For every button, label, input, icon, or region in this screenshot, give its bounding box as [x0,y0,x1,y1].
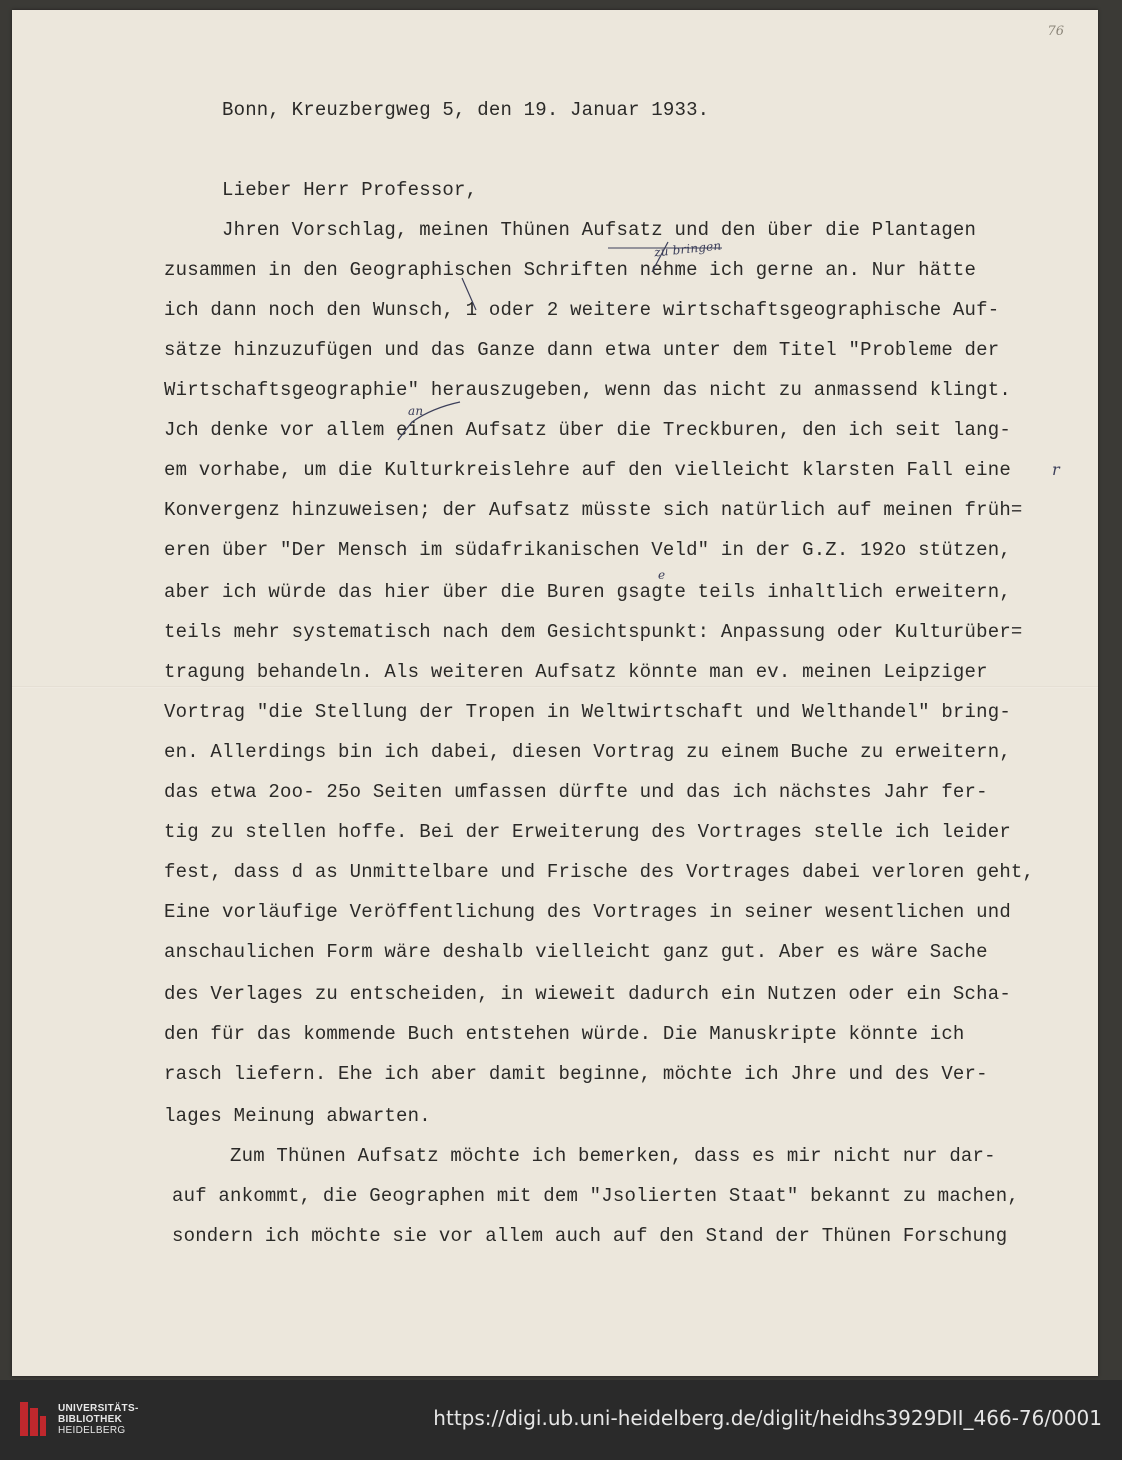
text-line: zusammen in den Geographischen Schriften nehme ich gerne an. Nur hätte [164,259,977,281]
text-line: auf ankommt, die Geographen mit dem "Jsolierten Staat" bekannt zu machen, [172,1185,1019,1207]
text-line: anschaulichen Form wäre deshalb vielleicht ganz gut. Aber es wäre Sache [164,941,988,963]
text-line: den für das kommende Buch entstehen würde. Die Manuskripte könnte ich [164,1023,965,1045]
viewer-footer [0,1380,1122,1460]
text-line: Konvergenz hinzuweisen; der Aufsatz müsste sich natürlich auf meinen früh= [164,499,1023,521]
text-line: das etwa 2oo- 25o Seiten umfassen dürfte und das ich nächstes Jahr fer- [164,781,988,803]
handwritten-insertion: e [658,568,666,582]
library-logo-icon [16,1398,50,1440]
text-line: ich dann noch den Wunsch, 1 oder 2 weitere wirtschaftsgeographische Auf- [164,299,1000,321]
library-logo [16,1398,139,1440]
text-line: Jhren Vorschlag, meinen Thünen Aufsatz und den über die Plantagen [222,219,977,241]
text-line: em vorhabe, um die Kulturkreislehre auf den vielleicht klarsten Fall eine [164,459,1011,481]
salutation: Lieber Herr Professor, [222,179,478,201]
handwritten-insertion: zu bringen [653,238,722,260]
logo-line: HEIDELBERG [58,1424,126,1436]
text-line: Zum Thünen Aufsatz möchte ich bemerken, dass es mir nicht nur dar- [230,1145,996,1167]
text-line: eren über "Der Mensch im südafrikanischen Veld" in der G.Z. 192o stützen, [164,539,1011,561]
handwritten-insertion: an [408,404,424,418]
logo-line: BIBLIOTHEK [58,1413,123,1425]
text-line: aber ich würde das hier über die Buren gsagte teils inhaltlich erweitern, [164,581,1011,603]
handwritten-insertion: r [1052,460,1060,479]
text-line: rasch liefern. Ehe ich aber damit beginne, möchte ich Jhre und des Ver- [164,1063,988,1085]
library-logo-text [58,1403,139,1436]
text-line: en. Allerdings bin ich dabei, diesen Vortrag zu einem Buche zu erweitern, [164,741,1011,763]
text-line: Vortrag "die Stellung der Tropen in Weltwirtschaft und Welthandel" bring- [164,701,1011,723]
letter-heading: Bonn, Kreuzbergweg 5, den 19. Januar 1933. [222,99,710,121]
text-line: sondern ich möchte sie vor allem auch auf den Stand der Thünen Forschung [172,1225,1008,1247]
letter-page [12,10,1098,1376]
text-line: sätze hinzuzufügen und das Ganze dann etwa unter dem Titel "Probleme der [164,339,1000,361]
text-line: Jch denke vor allem einen Aufsatz über die Treckburen, den ich seit lang- [164,419,1011,441]
logo-line: UNIVERSITÄTS- [58,1402,139,1414]
text-line: tig zu stellen hoffe. Bei der Erweiterung des Vortrages stelle ich leider [164,821,1011,843]
text-line: Wirtschaftsgeographie" herauszugeben, wenn das nicht zu anmassend klingt. [164,379,1011,401]
text-line: lages Meinung abwarten. [164,1105,431,1127]
permalink-url[interactable]: https://digi.ub.uni-heidelberg.de/diglit/heidhs3929DII_466-76/0001 [433,1406,1102,1430]
text-line: Eine vorläufige Veröffentlichung des Vortrages in seiner wesentlichen und [164,901,1011,923]
page-number-mark: 76 [1047,24,1064,39]
text-line: teils mehr systematisch nach dem Gesichtspunkt: Anpassung oder Kulturüber= [164,621,1023,643]
text-line: des Verlages zu entscheiden, in wieweit dadurch ein Nutzen oder ein Scha- [164,983,1011,1005]
handwritten-marks [12,10,1098,1376]
text-line: fest, dass d as Unmittelbare und Frische des Vortrages dabei verloren geht, [164,861,1035,883]
text-line: tragung behandeln. Als weiteren Aufsatz könnte man ev. meinen Leipziger [164,661,988,683]
